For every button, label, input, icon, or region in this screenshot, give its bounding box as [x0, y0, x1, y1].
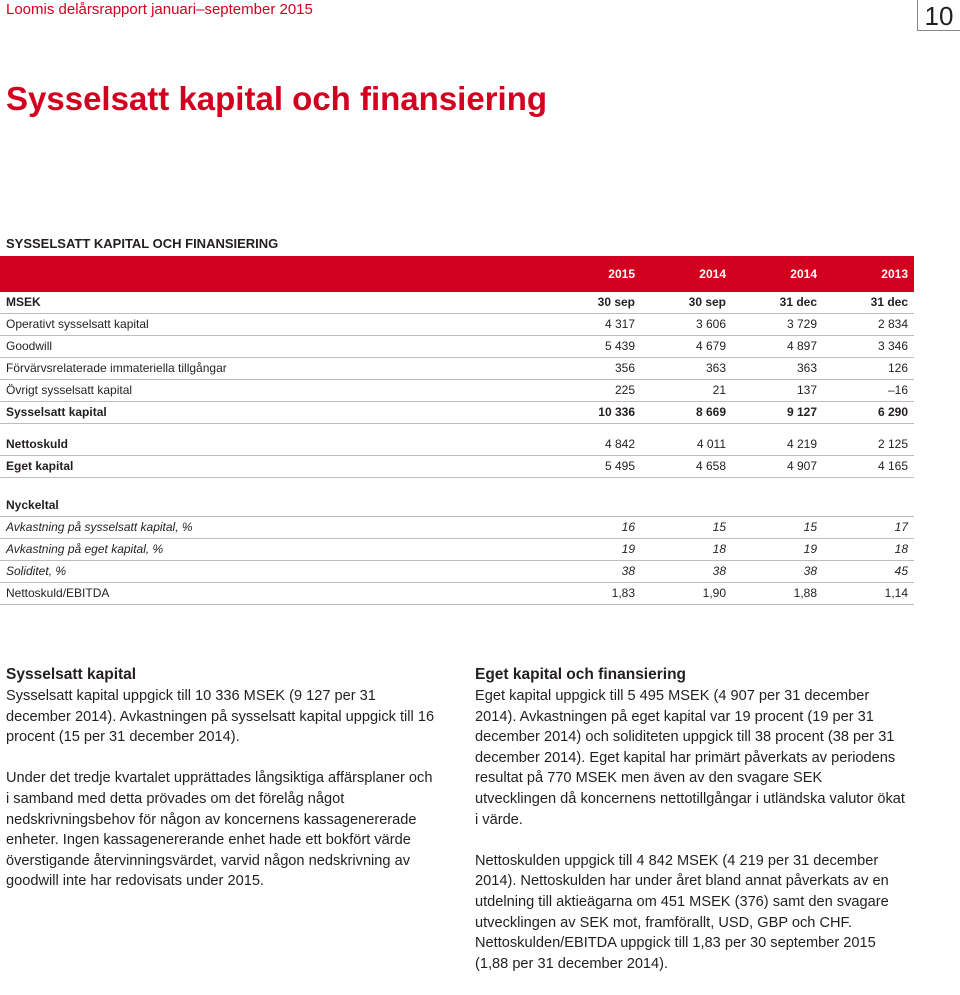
date-cell: 30 sep: [550, 292, 641, 314]
table-row: Eget kapital 5 495 4 658 4 907 4 165: [0, 456, 914, 478]
date-cell: 31 dec: [732, 292, 823, 314]
section-heading: Sysselsatt kapital: [6, 666, 137, 683]
date-cell: 30 sep: [641, 292, 732, 314]
year-cell: 2014: [732, 256, 823, 292]
year-cell: 2013: [823, 256, 914, 292]
year-cell: 2015: [550, 256, 641, 292]
table-row: Förvärvsrelaterade immateriella tillgångar 356 363 363 126: [0, 358, 914, 380]
table-total-row: Sysselsatt kapital 10 336 8 669 9 127 6 290: [0, 402, 914, 424]
key-ratios-title: Nyckeltal: [0, 495, 550, 517]
paragraph: Eget kapital uppgick till 5 495 MSEK (4 907 per 31 december 2014). Avkastningen på eget kapital var 19 procent (19 per 31 december 2014) och soliditeten uppgick till 38 procent (38 per 31 december 2014). Eget kapital har primärt påverkats av periodens resultat på 770 MSEK men även av den svagare SEK utvecklingen då koncernens nettotillgångar i utländska valutor ökat i värde.: [475, 688, 905, 828]
table-row: Goodwill 5 439 4 679 4 897 3 346: [0, 336, 914, 358]
paragraph: Nettoskulden uppgick till 4 842 MSEK (4 219 per 31 december 2014). Nettoskulden har under året bland annat påverkats av en utdelning till aktieägarna om 451 MSEK (376) samt den svagare utvecklingen av SEK mot, framförallt, USD, GBP och CHF. Nettoskulden/EBITDA uppgick till 1,83 per 30 september 2015 (1,88 per 31 december 2014).: [475, 852, 889, 972]
year-cell: 2014: [641, 256, 732, 292]
key-ratios-heading-row: [0, 495, 914, 517]
page-title: Sysselsatt kapital och finansiering: [6, 80, 548, 117]
section-heading: Eget kapital och finansiering: [475, 666, 687, 683]
table-row: Övrigt sysselsatt kapital 225 21 137 –16: [0, 380, 914, 402]
table-title: SYSSELSATT KAPITAL OCH FINANSIERING: [6, 236, 279, 251]
table-year-row: [0, 256, 914, 292]
table-row: Operativt sysselsatt kapital 4 317 3 606 3 729 2 834: [0, 314, 914, 336]
report-header-title: Loomis delårsrapport januari–september 2015: [6, 1, 313, 18]
table-row: Nettoskuld 4 842 4 011 4 219 2 125: [0, 434, 914, 456]
table-row: Avkastning på sysselsatt kapital, % 16 15 15 17: [0, 517, 914, 539]
right-text-column: [475, 664, 905, 995]
unit-label: MSEK: [0, 292, 550, 314]
paragraph: Under det tredje kvartalet upprättades långsiktiga affärsplaner och i samband med detta prövades om det förelåg något nedskrivningsbehov för någon av koncernens kassagenererade enheter. Ingen kassagenererande enhet hade ett bokfört värde överstigande återvinningsvärdet, varvid någon nedskrivning av goodwill inte har redovisats under 2015.: [6, 770, 433, 890]
table-row: Avkastning på eget kapital, % 19 18 19 18: [0, 539, 914, 561]
date-cell: 31 dec: [823, 292, 914, 314]
left-text-column: [6, 664, 436, 913]
paragraph: Sysselsatt kapital uppgick till 10 336 MSEK (9 127 per 31 december 2014). Avkastningen på sysselsatt kapital uppgick till 16 procent (15 per 31 december 2014).: [6, 688, 435, 746]
table-row: Soliditet, % 38 38 38 45: [0, 561, 914, 583]
capital-table: [0, 256, 914, 605]
table-header-row: [0, 292, 914, 314]
table-row: Nettoskuld/EBITDA 1,83 1,90 1,88 1,14: [0, 583, 914, 605]
page-number: 10: [917, 0, 960, 31]
